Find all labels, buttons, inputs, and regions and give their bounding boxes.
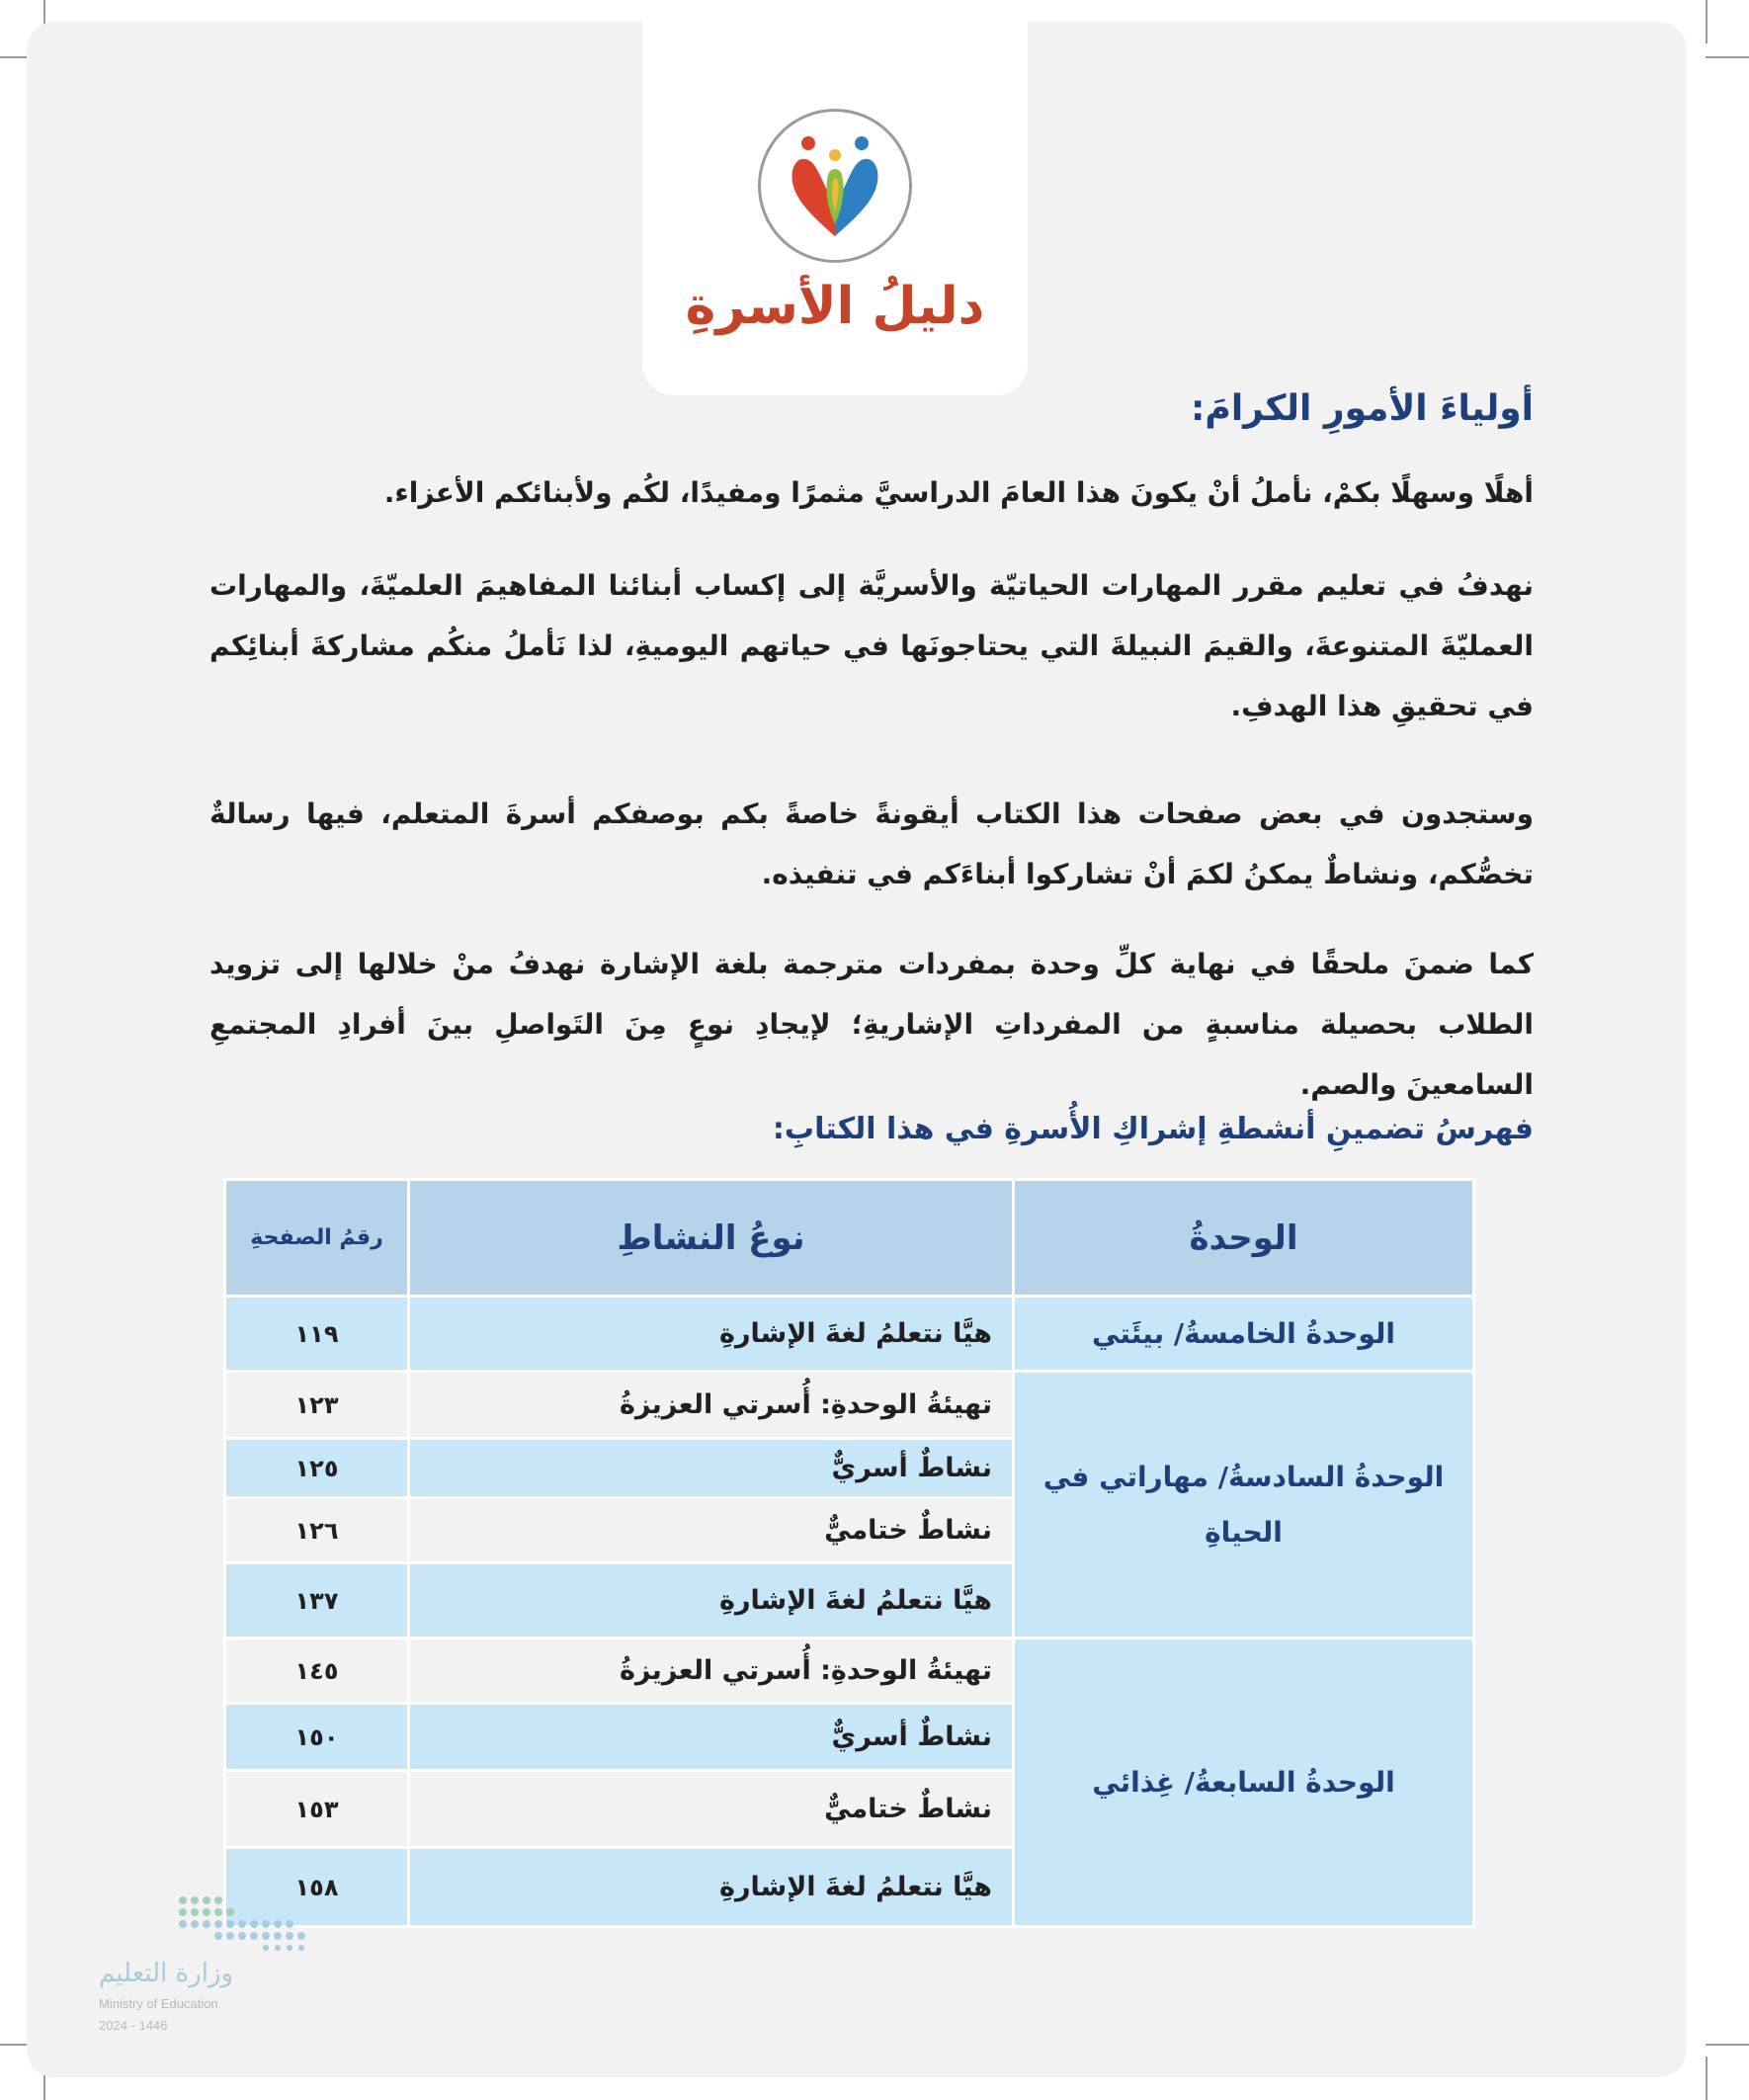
page-number-cell: ١٤٥ xyxy=(225,1638,409,1704)
paragraph: نهدفُ في تعليم مقرر المهارات الحياتيّة والأسريَّة إلى إكساب أبنائنا المفاهيمَ العلميّةَ، والمهارات العمليّةَ المتنوعةَ، والقيمَ النبيلةَ التي يحتاجونَها في حياتهم اليوميةِ، لذا نَأملُ منكُم مشاركةَ أبنائِكم في تحقيقِ هذا الهدفِ. xyxy=(209,569,1534,722)
edition-year: 2024 - 1446 xyxy=(99,2018,168,2033)
ministry-dots-logo xyxy=(173,1892,321,1954)
page-number-cell: ١٢٥ xyxy=(225,1439,409,1498)
page-number-cell: ١٢٣ xyxy=(225,1372,409,1439)
column-header-activity: نوعُ النشاطِ xyxy=(409,1180,1014,1297)
crop-mark xyxy=(1706,56,1749,58)
paragraph: أهلًا وسهلًا بكمْ، نأملُ أنْ يكونَ هذا العامَ الدراسيَّ مثمرًا ومفيدًا، لكُم ولأبنائكم الأعزاء. xyxy=(383,476,1534,509)
activities-index-table xyxy=(223,1178,1475,1928)
activity-cell: تهيئةُ الوحدةِ: أُسرتي العزيزةُ xyxy=(409,1372,1014,1439)
crop-mark xyxy=(1706,2057,1707,2100)
crop-mark xyxy=(1706,0,1707,43)
page-number-cell: ١٥٣ xyxy=(225,1771,409,1848)
page-number-cell: ١٥٠ xyxy=(225,1704,409,1771)
activity-cell: نشاطٌ ختاميٌّ xyxy=(409,1771,1014,1848)
paragraph: وستجدون في بعض صفحات هذا الكتاب أيقونةً خاصةً بكم بوصفكم أسرةَ المتعلم، فيها رسالةٌ تخصُّكم، ونشاطٌ يمكنُ لكمَ أنْ تشاركوا أبناءَكم في تنفيذه. xyxy=(209,798,1534,890)
activity-cell: هيَّا نتعلمُ لغةَ الإشارةِ xyxy=(409,1297,1014,1372)
table-row xyxy=(225,1638,1474,1704)
paragraph: كما ضمنَ ملحقًا في نهاية كلِّ وحدة بمفردات مترجمة بلغة الإشارة نهدفُ منْ خلالها إلى تزويد الطلاب بحصيلة مناسبةٍ من المفرداتِ الإشاريةِ؛ لإيجادِ نوعٍ مِنَ التَواصلِ بينَ أفرادِ المجتمعِ السامعينَ والصم. xyxy=(209,948,1534,1101)
table-row xyxy=(225,1372,1474,1439)
family-heart-icon xyxy=(781,126,889,246)
activity-cell: هيَّا نتعلمُ لغةَ الإشارةِ xyxy=(409,1848,1014,1927)
table-header-row xyxy=(225,1180,1474,1297)
ministry-name-english: Ministry of Education xyxy=(99,1996,218,2011)
page-number-cell: ١٣٧ xyxy=(225,1563,409,1638)
greeting-heading: أولياءَ الأمورِ الكرامَ: xyxy=(1191,388,1534,429)
column-header-unit: الوحدةُ xyxy=(1014,1180,1474,1297)
activity-cell: نشاطٌ أسريٌّ xyxy=(409,1439,1014,1498)
unit-cell: الوحدةُ السادسةُ/ مهاراتي في الحياةِ xyxy=(1014,1372,1474,1638)
index-heading: فهرسُ تضمينِ أنشطةِ إشراكِ الأُسرةِ في هذا الكتابِ: xyxy=(772,1112,1534,1146)
ministry-name-arabic: وزارة التعليم xyxy=(99,1959,234,1988)
activity-cell: هيَّا نتعلمُ لغةَ الإشارةِ xyxy=(409,1563,1014,1638)
page-title: دليلُ الأسرةِ xyxy=(685,277,985,336)
activity-cell: نشاطٌ ختاميٌّ xyxy=(409,1498,1014,1563)
page-number-cell: ١١٩ xyxy=(225,1297,409,1372)
activity-cell: نشاطٌ أسريٌّ xyxy=(409,1704,1014,1771)
unit-cell: الوحدةُ السابعةُ/ غِذائي xyxy=(1014,1638,1474,1927)
activity-cell: تهيئةُ الوحدةِ: أُسرتي العزيزةُ xyxy=(409,1638,1014,1704)
unit-cell: الوحدةُ الخامسةُ/ بيئَتي xyxy=(1014,1297,1474,1372)
page-number-cell: ١٥٨ xyxy=(225,1848,409,1927)
crop-mark xyxy=(1706,2044,1749,2046)
table-row xyxy=(225,1297,1474,1372)
family-guide-logo xyxy=(758,109,912,263)
page-number-cell: ١٢٦ xyxy=(225,1498,409,1563)
column-header-page: رقمُ الصفحةِ xyxy=(225,1180,409,1297)
